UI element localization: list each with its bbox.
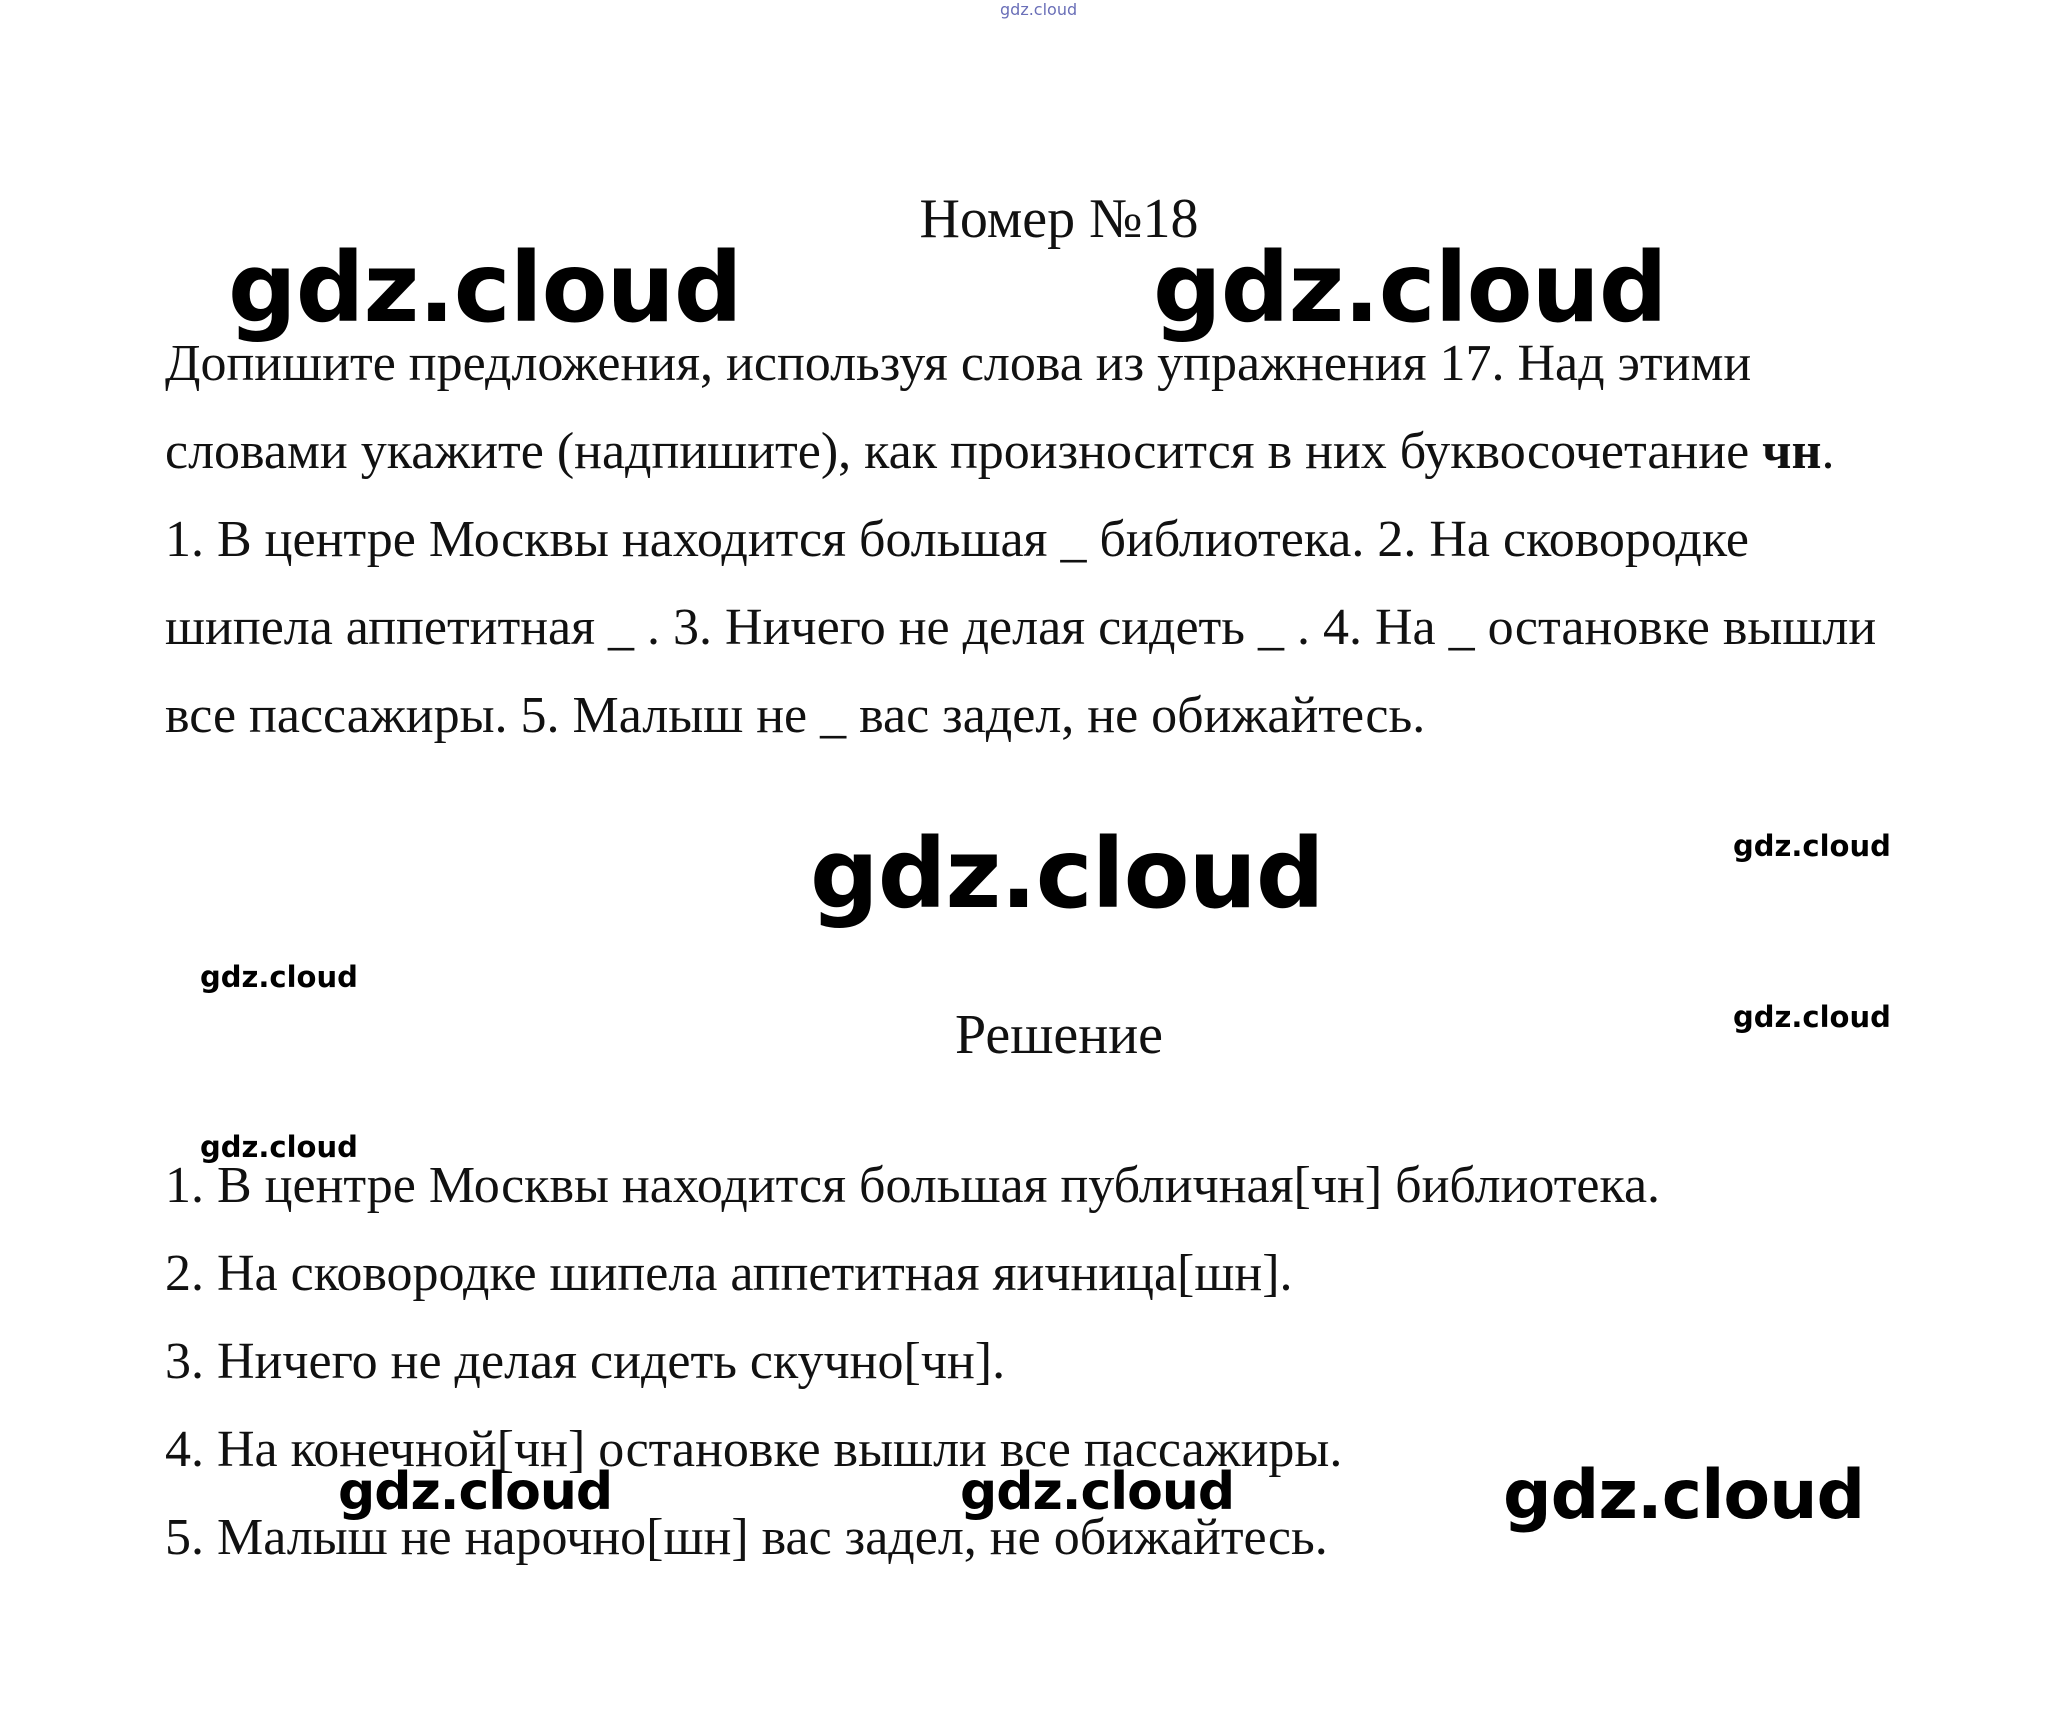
watermark-large: gdz.cloud <box>228 232 742 344</box>
watermark-top-tiny: gdz.cloud <box>1000 0 1078 19</box>
watermark-medium: gdz.cloud <box>960 1462 1235 1522</box>
task-instruction <box>165 320 1925 496</box>
answer-line-4: 4. На конечной[чн] остановке вышли все пассажиры. <box>165 1421 1343 1478</box>
watermark-medium: gdz.cloud <box>338 1462 613 1522</box>
instruction-bold-letters: чн <box>1762 423 1822 480</box>
watermark-small: gdz.cloud <box>1733 829 1891 863</box>
answer-line-1: 1. В центре Москвы находится большая публичная[чн] библиотека. <box>165 1157 1661 1214</box>
watermark-medium: gdz.cloud <box>1503 1456 1865 1535</box>
watermark-small: gdz.cloud <box>1733 1000 1891 1034</box>
answer-line-2: 2. На сковородке шипела аппетитная яичница[шн]. <box>165 1245 1293 1302</box>
watermark-small: gdz.cloud <box>200 960 358 994</box>
answer-line-3: 3. Ничего не делая сидеть скучно[чн]. <box>165 1333 1006 1390</box>
solution-title: Решение <box>954 1004 1164 1066</box>
instruction-end: . <box>1821 423 1835 480</box>
watermark-large: gdz.cloud <box>1153 232 1667 344</box>
watermark-large: gdz.cloud <box>810 818 1324 930</box>
instruction-text: Допишите предложения, используя слова из упражнения 17. Над этими словами укажите (надпишите), как произносится в них буквосочетание <box>165 335 1763 480</box>
answer-line-5: 5. Малыш не нарочно[шн] вас задел, не обижайтесь. <box>165 1509 1328 1566</box>
watermark-small: gdz.cloud <box>200 1130 358 1164</box>
exercise-title: Номер №18 <box>919 188 1199 250</box>
task-text <box>165 320 1925 760</box>
task-sentences: 1. В центре Москвы находится большая _ библиотека. 2. На сковородке шипела аппетитная _ . 3. Ничего не делая сидеть _ . 4. На _ остановке вышли все пассажиры. 5. Малыш не _ вас задел, не обижайтесь. <box>165 511 1877 744</box>
